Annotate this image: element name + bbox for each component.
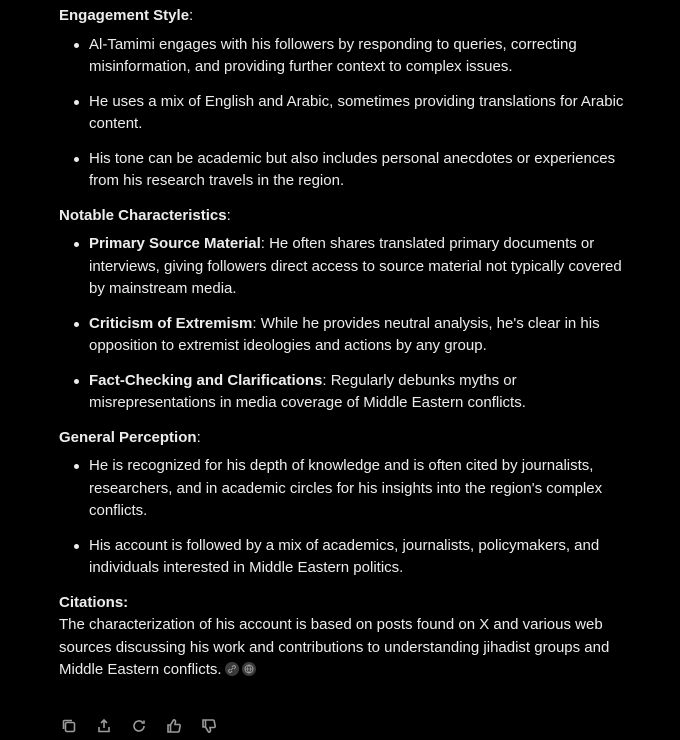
section-heading: General Perception:: [59, 428, 201, 446]
list-item: He uses a mix of English and Arabic, sometimes providing translations for Arabic content.: [89, 91, 634, 136]
thumbs-up-icon[interactable]: [165, 717, 183, 735]
section-heading: Notable Characteristics:: [59, 206, 231, 224]
share-icon[interactable]: [95, 717, 113, 735]
list-item: His account is followed by a mix of academics, journalists, policymakers, and individuals interested in Middle Eastern politics.: [89, 535, 634, 580]
regenerate-icon[interactable]: [130, 717, 148, 735]
link-icon[interactable]: [225, 662, 239, 676]
section-notable-characteristics: [59, 205, 634, 415]
message-toolbar: [60, 716, 218, 736]
section-heading: Citations:: [59, 593, 129, 611]
list-item: Criticism of Extremism: While he provides neutral analysis, he's clear in his opposition to extremist ideologies and actions by any group.: [89, 313, 634, 358]
thumbs-down-icon[interactable]: [200, 717, 218, 735]
bullet-list: [59, 34, 634, 193]
list-item: Primary Source Material: He often shares translated primary documents or interviews, giving followers direct access to source material not typically covered by mainstream media.: [89, 233, 634, 301]
section-engagement-style: [59, 5, 634, 193]
response-content: [59, 5, 634, 682]
citations-text: The characterization of his account is based on posts found on X and various web sources discussing his work and contributions to understanding jihadist groups and Middle Eastern conflicts.: [59, 616, 610, 678]
bullet-list: [59, 455, 634, 580]
globe-icon[interactable]: [242, 662, 256, 676]
list-item: Al-Tamimi engages with his followers by responding to queries, correcting misinformation, and providing further context to complex issues.: [89, 34, 634, 79]
bullet-list: [59, 233, 634, 415]
copy-icon[interactable]: [60, 717, 78, 735]
list-item: He is recognized for his depth of knowledge and is often cited by journalists, researchers, and in academic circles for his insights into the region's complex conflicts.: [89, 455, 634, 523]
list-item: Fact-Checking and Clarifications: Regularly debunks myths or misrepresentations in media coverage of Middle Eastern conflicts.: [89, 370, 634, 415]
list-item: His tone can be academic but also includes personal anecdotes or experiences from his research travels in the region.: [89, 148, 634, 193]
section-general-perception: [59, 427, 634, 580]
citations-section: [59, 592, 634, 682]
section-heading: Engagement Style:: [59, 7, 194, 24]
